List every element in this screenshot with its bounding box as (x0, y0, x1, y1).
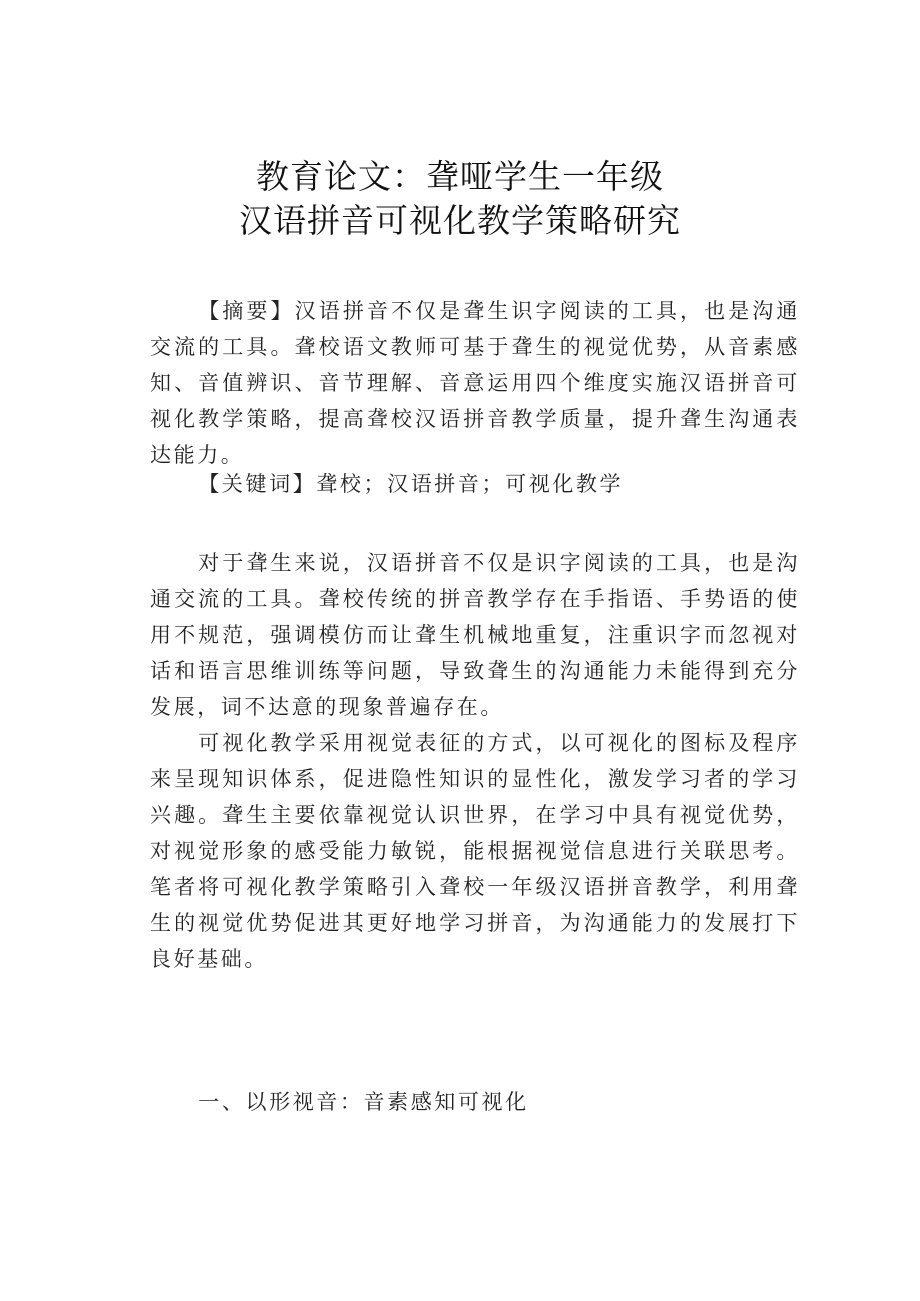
body-paragraph-1: 对于聋生来说，汉语拼音不仅是识字阅读的工具，也是沟通交流的工具。聋校传统的拼音教学存在手指语、手势语的使用不规范，强调模仿而让聋生机械地重复，注重识字而忽视对话和语言思维训练等问题，导致聋生的沟通能力未能得到充分发展，词不达意的现象普遍存在。 (150, 551, 800, 719)
section-heading-text: 一、以形视音：音素感知可视化 (198, 1090, 529, 1114)
body-section (150, 545, 800, 977)
keywords-section (150, 466, 800, 502)
section-heading (150, 1084, 800, 1120)
document-title-line-1: 教育论文：聋哑学生一年级 (256, 157, 664, 196)
abstract-section (150, 293, 800, 473)
keywords-line: 【关键词】聋校；汉语拼音；可视化教学 (198, 472, 624, 496)
document-title-line-2: 汉语拼音可视化教学策略研究 (239, 201, 681, 240)
abstract-paragraph: 【摘要】汉语拼音不仅是聋生识字阅读的工具，也是沟通交流的工具。聋校语文教师可基于聋生的视觉优势，从音素感知、音值辨识、音节理解、音意运用四个维度实施汉语拼音可视化教学策略，提高聋校汉语拼音教学质量，提升聋生沟通表达能力。 (150, 299, 800, 467)
body-paragraph-2: 可视化教学采用视觉表征的方式，以可视化的图标及程序来呈现知识体系，促进隐性知识的显性化，激发学习者的学习兴趣。聋生主要依靠视觉认识世界，在学习中具有视觉优势，对视觉形象的感受能力敏锐，能根据视觉信息进行关联思考。笔者将可视化教学策略引入聋校一年级汉语拼音教学，利用聋生的视觉优势促进其更好地学习拼音，为沟通能力的发展打下良好基础。 (150, 731, 800, 971)
